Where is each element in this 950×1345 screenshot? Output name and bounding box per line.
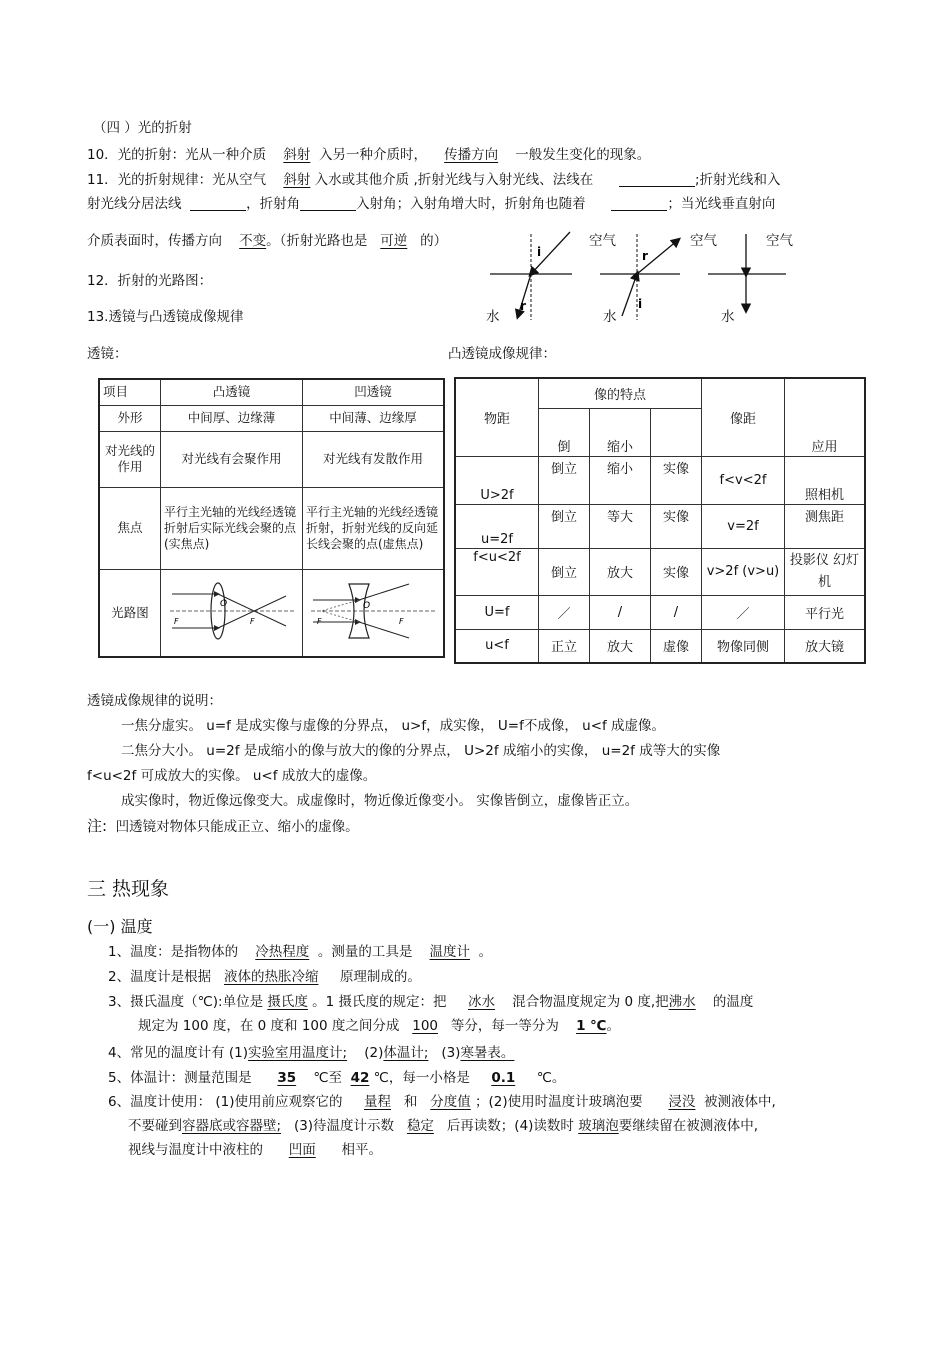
item-12: 12．折射的光路图：: [87, 273, 213, 289]
img-c: 实像: [651, 548, 702, 595]
answer-direction: 传播方向: [444, 147, 499, 163]
img-header-use: 应用: [785, 378, 866, 456]
img-sub-invert: 倒: [539, 408, 590, 456]
img-u: U>2f: [455, 456, 539, 504]
lens-focus-convex: 平行主光轴的光线经透镜折射后实际光线会聚的点(实焦点): [161, 487, 303, 569]
refraction-diagrams: [480, 228, 810, 328]
img-a: 倒立: [539, 548, 590, 595]
img-b: 放大: [590, 548, 651, 595]
lens-header-concave: 凹透镜: [303, 379, 445, 405]
item-10: 10．光的折射：光从一种介质 斜射 入另一种介质时， 传播方向 一般发生变化的现象。: [87, 147, 651, 163]
img-a: 正立: [539, 629, 590, 663]
img-v: v>2f (v>u): [702, 548, 785, 595]
lens-focus-concave: 平行主光轴的光线经透镜折射，折射光线的反向延长线会聚的点(虚焦点): [303, 487, 445, 569]
heat-item-3: 3、摄氏温度（℃):单位是 摄氏度 。1 摄氏度的规定：把 冰水 混合物温度规定为 0 度,把沸水 的温度: [108, 994, 754, 1010]
convex-o-label: O: [219, 598, 227, 609]
diagram-3-air: 空气: [766, 233, 793, 249]
diagram-2-r: r: [642, 249, 648, 263]
img-row-1: [455, 456, 865, 504]
lens-diagram-convex: [161, 569, 303, 657]
img-sub-type: [651, 408, 702, 456]
img-v: f<v<2f: [702, 456, 785, 504]
img-use: 照相机: [785, 456, 866, 504]
img-b: 放大: [590, 629, 651, 663]
img-row-4: [455, 595, 865, 629]
heat-item-6: 6、温度计使用： (1)使用前应观察它的 量程 和 分度值 ；(2)使用时温度计玻璃泡要 浸没 被测液体中,: [108, 1094, 776, 1110]
lens-header-convex: 凸透镜: [161, 379, 303, 405]
img-u: U=f: [455, 595, 539, 629]
img-u: u<f: [455, 629, 539, 663]
concave-f-right-label: F: [399, 616, 404, 626]
notes-line-5: 注: 凹透镜对物体只能成正立、缩小的虚像。: [87, 817, 359, 835]
blank-plane: [619, 172, 695, 187]
img-use: 投影仪 幻灯机: [785, 548, 866, 595]
concave-f-left-label: F: [317, 616, 322, 626]
answer-oblique: 斜射: [283, 147, 311, 163]
concave-lens-diagram: [309, 578, 437, 644]
notes-line-4: 成实像时，物近像远像变大。成虚像时，物近像近像变小。 实像皆倒立，虚像皆正立。: [121, 793, 639, 809]
img-header-distance: 物距: [455, 378, 539, 456]
lens-shape-concave: 中间薄、边缘厚: [303, 405, 445, 431]
img-c: /: [651, 595, 702, 629]
lens-table: [98, 378, 445, 658]
lens-effect-convex: 对光线有会聚作用: [161, 431, 303, 487]
convex-f-right-label: F: [249, 616, 255, 626]
lens-diagram-concave: [303, 569, 445, 657]
item-11-line2: 射光线分居法线 ，折射角 入射角；入射角增大时，折射角也随着 ；当光线垂直射向: [87, 196, 776, 212]
img-v: ／: [702, 595, 785, 629]
heat-item-6b: 不要碰到容器底或容器壁; (3)待温度计示数 稳定 后再读数；(4)读数时 玻璃泡要继续留在被测液体中,: [128, 1118, 759, 1134]
img-b: /: [590, 595, 651, 629]
blank-increase: [611, 196, 667, 211]
img-v: 物像同侧: [702, 629, 785, 663]
heat-item-4: 4、常见的温度计有 (1)实验室用温度计; (2)体温计; (3)寒暑表。: [108, 1045, 515, 1061]
diagram-3-water: 水: [721, 309, 735, 325]
item-11: 11．光的折射规律：光从空气 斜射 入水或其他介质 ,折射光线与入射光线、法线在 ;折射光线和入: [87, 172, 781, 188]
img-use: 放大镜: [785, 629, 866, 663]
img-header-image-distance: 像距: [702, 378, 785, 456]
notes-line-2: 二焦分大小。 u=2f 是成缩小的像与放大的像的分界点， U>2f 成缩小的实像， u=2f 成等大的实像: [121, 743, 721, 759]
diagram-1: [490, 232, 572, 320]
img-use: 测焦距: [785, 504, 866, 548]
concave-o-label: O: [363, 600, 371, 611]
diagram-2-air: 空气: [690, 233, 717, 249]
heat-title: 三 热现象: [87, 878, 170, 900]
lens-row-focus: 焦点: [99, 487, 161, 569]
answer-oblique-2: 斜射: [283, 172, 311, 188]
img-a: 倒立: [539, 504, 590, 548]
heat-item-3b: 规定为 100 度，在 0 度和 100 度之间分成 100 等分，每一等分为 1 ℃。: [138, 1018, 621, 1034]
convex-lens-diagram: [168, 578, 296, 644]
img-c: 实像: [651, 504, 702, 548]
img-b: 等大: [590, 504, 651, 548]
diagram-2-i: i: [638, 297, 643, 311]
blank-sides: [190, 196, 246, 211]
img-row-5: [455, 629, 865, 663]
lens-shape-convex: 中间厚、边缘薄: [161, 405, 303, 431]
diagram-2-water: 水: [603, 309, 617, 325]
img-u: u=2f: [455, 504, 539, 548]
heat-item-1: 1、温度：是指物体的 冷热程度 。测量的工具是 温度计 。: [108, 944, 493, 960]
img-v: v=2f: [702, 504, 785, 548]
img-header-features: 像的特点: [539, 378, 702, 408]
img-b: 缩小: [590, 456, 651, 504]
heat-item-2: 2、温度计是根据 液体的热胀冷缩 原理制成的。: [108, 969, 421, 985]
item-13: 13.透镜与凸透镜成像规律: [87, 309, 244, 325]
notes-title: 透镜成像规律的说明：: [87, 693, 222, 709]
imaging-table: [454, 377, 866, 664]
img-u: f<u<2f: [455, 548, 539, 595]
lens-row-effect: 对光线的作用: [99, 431, 161, 487]
heat-item-5: 5、体温计：测量范围是 35 ℃至 42 ℃，每一小格是 0.1 ℃。: [108, 1070, 566, 1086]
diagram-1-r: r: [520, 299, 526, 313]
notes-label: 注:: [87, 817, 108, 835]
img-sub-size: 缩小: [590, 408, 651, 456]
img-use: 平行光: [785, 595, 866, 629]
lens-row-diagram: 光路图: [99, 569, 161, 657]
notes-line-1: 一焦分虚实。 u=f 是成实像与虚像的分界点， u>f，成实像， U=f不成像， u<f 成虚像。: [121, 718, 666, 734]
answer-unchanged: 不变: [239, 233, 267, 249]
item-11-line3: 介质表面时，传播方向 不变。（折射光路也是 可逆 的）: [87, 233, 448, 249]
lens-header-item: 项目: [99, 379, 161, 405]
diagram-1-water: 水: [486, 309, 500, 325]
imaging-label: 凸透镜成像规律：: [448, 346, 556, 362]
refraction-heading: （四 ）光的折射: [93, 120, 192, 136]
lens-row-shape: 外形: [99, 405, 161, 431]
blank-compare: [300, 196, 356, 211]
img-c: 虚像: [651, 629, 702, 663]
img-row-2: [455, 504, 865, 548]
convex-f-left-label: F: [173, 616, 179, 626]
img-a: 倒立: [539, 456, 590, 504]
diagram-1-i: i: [537, 245, 542, 259]
lens-effect-concave: 对光线有发散作用: [303, 431, 445, 487]
heat-subtitle: (一) 温度: [87, 917, 153, 936]
lens-label: 透镜：: [87, 346, 128, 362]
img-c: 实像: [651, 456, 702, 504]
answer-reversible: 可逆: [380, 233, 408, 249]
img-row-3: [455, 548, 865, 595]
heat-item-6c: 视线与温度计中液柱的 凹面 相平。: [128, 1142, 382, 1158]
notes-line-3: f<u<2f 可成放大的实像。 u<f 成放大的虚像。: [87, 768, 377, 784]
diagram-1-air: 空气: [589, 233, 616, 249]
img-a: ／: [539, 595, 590, 629]
